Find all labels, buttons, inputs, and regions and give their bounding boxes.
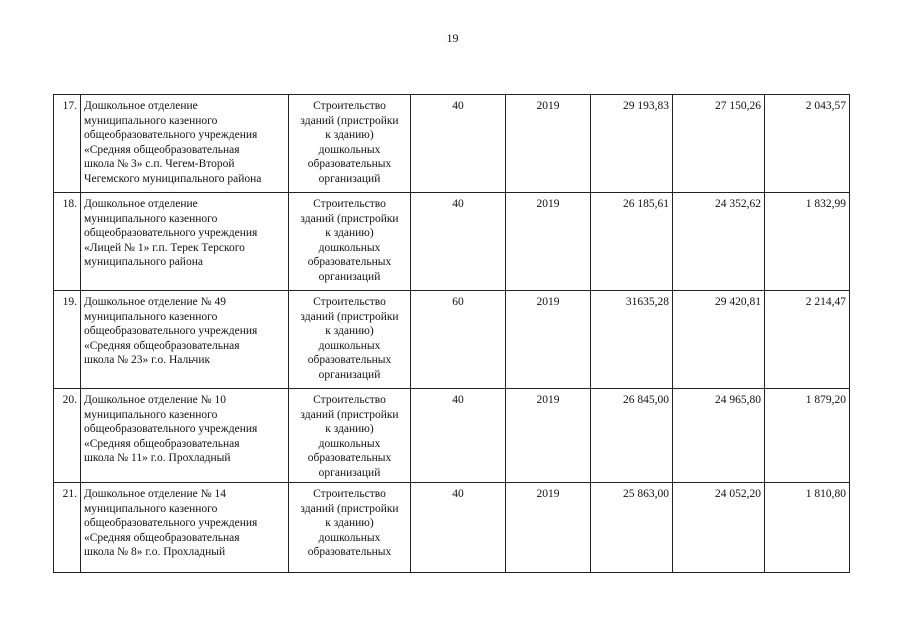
row-number-text: 21. (62, 488, 77, 500)
construction-purpose-text: Строительство зданий (пристройки к зданию) дошкольных образовательных организаций (300, 100, 399, 185)
construction-purpose-text: Строительство зданий (пристройки к зданию) дошкольных образовательных организаций (300, 198, 399, 283)
federal-funds-cell-text: 24 352,62 (715, 198, 761, 210)
total-cost-cell (591, 291, 673, 389)
federal-funds-cell (673, 291, 765, 389)
total-cost-cell (591, 95, 673, 193)
row-number (54, 291, 81, 389)
row-number (54, 193, 81, 291)
federal-funds-cell (673, 483, 765, 573)
federal-funds-cell-text: 24 052,20 (715, 488, 761, 500)
total-cost-cell-text: 26 185,61 (623, 198, 669, 210)
construction-purpose-text: Строительство зданий (пристройки к зданию) дошкольных образовательных (300, 488, 399, 558)
capacity-cell (411, 389, 506, 483)
regional-funds-cell (765, 483, 850, 573)
table-body (54, 95, 850, 573)
regional-funds-cell-text: 1 810,80 (805, 488, 846, 500)
page-number: 19 (446, 31, 459, 45)
regional-funds-cell (765, 291, 850, 389)
regional-funds-cell-text: 1 832,99 (805, 198, 846, 210)
construction-purpose (289, 291, 411, 389)
row-number-text: 18. (62, 198, 77, 210)
construction-purpose (289, 193, 411, 291)
year-cell-text: 2019 (536, 198, 560, 210)
year-cell-text: 2019 (536, 394, 560, 406)
federal-funds-cell-text: 27 150,26 (715, 100, 761, 112)
regional-funds-cell-text: 2 043,57 (805, 100, 846, 112)
institution-name (81, 483, 289, 573)
institution-name-text: Дошкольное отделение муниципального казенного общеобразовательного учреждения «Лицей № 1» г.п. Терек Терского муниципального района (84, 198, 258, 268)
capacity-cell (411, 291, 506, 389)
institution-name (81, 95, 289, 193)
capacity-cell-text: 40 (452, 394, 464, 406)
year-cell (506, 389, 591, 483)
total-cost-cell-text: 29 193,83 (623, 100, 669, 112)
total-cost-cell-text: 25 863,00 (623, 488, 669, 500)
regional-funds-cell-text: 1 879,20 (805, 394, 846, 406)
capacity-cell (411, 95, 506, 193)
institution-name-text: Дошкольное отделение № 49 муниципального казенного общеобразовательного учреждения «Средняя общеобразовательная школа № 23» г.о. Нальчик (84, 296, 258, 366)
federal-funds-cell-text: 29 420,81 (715, 296, 761, 308)
row-number (54, 389, 81, 483)
capacity-cell-text: 60 (452, 296, 464, 308)
row-number-text: 19. (62, 296, 77, 308)
capacity-cell-text: 40 (452, 488, 464, 500)
capacity-cell (411, 193, 506, 291)
regional-funds-cell (765, 95, 850, 193)
year-cell (506, 291, 591, 389)
table-row (54, 95, 850, 193)
federal-funds-cell (673, 193, 765, 291)
total-cost-cell (591, 483, 673, 573)
row-number (54, 483, 81, 573)
institution-name (81, 291, 289, 389)
row-number-text: 17. (62, 100, 77, 112)
federal-funds-cell-text: 24 965,80 (715, 394, 761, 406)
year-cell (506, 193, 591, 291)
capacity-cell-text: 40 (452, 198, 464, 210)
total-cost-cell (591, 389, 673, 483)
table-row (54, 389, 850, 483)
table-row (54, 483, 850, 573)
regional-funds-cell (765, 193, 850, 291)
facilities-table (53, 94, 850, 573)
table-row (54, 193, 850, 291)
institution-name-text: Дошкольное отделение № 10 муниципального казенного общеобразовательного учреждения «Средняя общеобразовательная школа № 11» г.о. Прохладный (84, 394, 258, 464)
total-cost-cell-text: 26 845,00 (623, 394, 669, 406)
year-cell-text: 2019 (536, 100, 560, 112)
total-cost-cell-text: 31635,28 (625, 296, 669, 308)
row-number (54, 95, 81, 193)
capacity-cell-text: 40 (452, 100, 464, 112)
federal-funds-cell (673, 389, 765, 483)
regional-funds-cell (765, 389, 850, 483)
construction-purpose (289, 389, 411, 483)
year-cell-text: 2019 (536, 488, 560, 500)
year-cell (506, 95, 591, 193)
year-cell-text: 2019 (536, 296, 560, 308)
institution-name (81, 193, 289, 291)
federal-funds-cell (673, 95, 765, 193)
institution-name-text: Дошкольное отделение муниципального казенного общеобразовательного учреждения «Средняя общеобразовательная школа № 3» с.п. Чегем-Второй Чегемского муниципального района (84, 100, 262, 185)
construction-purpose-text: Строительство зданий (пристройки к зданию) дошкольных образовательных организаций (300, 394, 399, 479)
construction-purpose (289, 95, 411, 193)
table-row (54, 291, 850, 389)
construction-purpose (289, 483, 411, 573)
construction-purpose-text: Строительство зданий (пристройки к зданию) дошкольных образовательных организаций (300, 296, 399, 381)
capacity-cell (411, 483, 506, 573)
row-number-text: 20. (62, 394, 77, 406)
regional-funds-cell-text: 2 214,47 (805, 296, 846, 308)
institution-name-text: Дошкольное отделение № 14 муниципального казенного общеобразовательного учреждения «Средняя общеобразовательная школа № 8» г.о. Прохладный (84, 488, 258, 558)
institution-name (81, 389, 289, 483)
total-cost-cell (591, 193, 673, 291)
year-cell (506, 483, 591, 573)
